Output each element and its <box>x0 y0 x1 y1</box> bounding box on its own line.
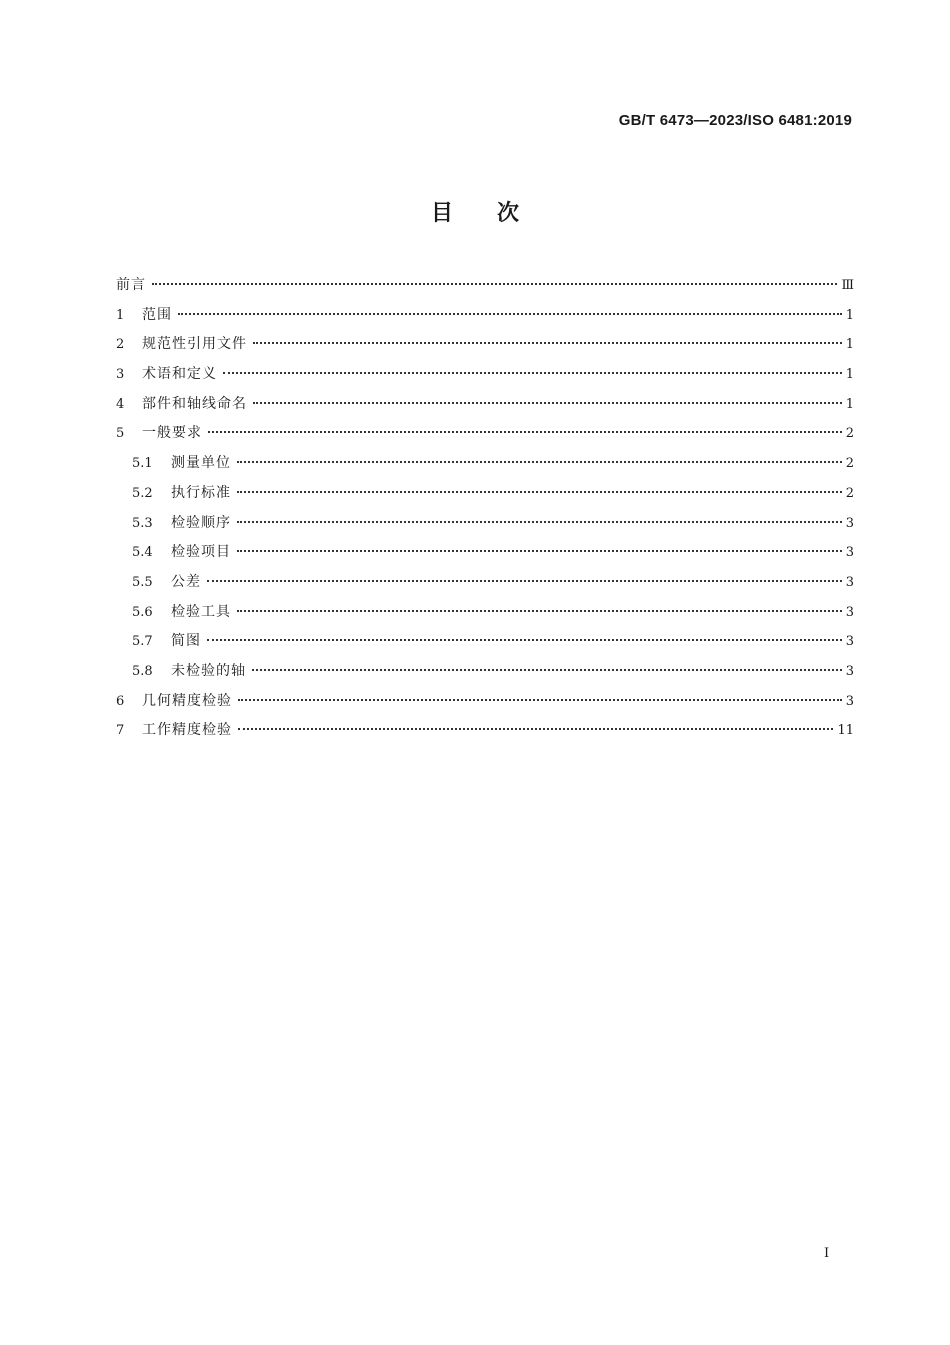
toc-entry-number: 5.8 <box>132 663 153 679</box>
toc-title: 目次 <box>430 201 563 226</box>
toc-entry-number: 2 <box>116 337 125 353</box>
toc-entry-3[interactable] <box>116 362 854 392</box>
toc-entry-title: 规范性引用文件 <box>142 336 247 353</box>
toc-leader <box>208 431 842 433</box>
toc-entry-title: 术语和定义 <box>142 366 217 383</box>
toc-entry-page: 3 <box>845 574 854 590</box>
toc-entry-page: 1 <box>845 367 854 383</box>
toc-entry-title: 测量单位 <box>171 455 231 472</box>
toc-leader <box>238 699 842 701</box>
toc-entry-page: 2 <box>845 426 854 442</box>
toc-entry-title: 工作精度检验 <box>142 722 232 739</box>
toc-entry-4[interactable] <box>116 392 854 422</box>
toc-leader <box>207 639 842 641</box>
toc-entry-title: 检验项目 <box>171 544 231 561</box>
toc-entry-page: 3 <box>845 693 854 709</box>
toc-entry-number: 5.2 <box>132 485 153 501</box>
toc-entry-number: 5 <box>116 426 125 442</box>
toc-entry-number: 5.4 <box>132 545 153 561</box>
toc-leader <box>253 342 842 344</box>
toc-entry-page: 11 <box>837 723 854 739</box>
toc-entry-number: 5.5 <box>132 574 153 590</box>
toc-entry-number: 6 <box>116 693 125 709</box>
toc-leader <box>253 402 842 404</box>
toc-leader <box>223 372 842 374</box>
toc-entry-number: 5.6 <box>132 604 153 620</box>
toc-leader <box>237 610 842 612</box>
standard-number: GB/T 6473—2023/ISO 6481:2019 <box>618 112 852 129</box>
toc-leader <box>237 550 842 552</box>
toc-entry-6[interactable] <box>116 689 854 719</box>
toc-entry-5-6[interactable] <box>116 600 854 630</box>
toc-entry-5-3[interactable] <box>116 511 854 541</box>
toc-leader <box>237 521 842 523</box>
toc-entry-number: 5.7 <box>132 634 153 650</box>
toc-entry-page: 3 <box>845 663 854 679</box>
page-number: Ⅰ <box>824 1246 830 1261</box>
toc-entry-page: 1 <box>845 396 854 412</box>
toc-entry-page: 3 <box>845 634 854 650</box>
toc-entry-number: 4 <box>116 396 125 412</box>
toc-entry-page: 1 <box>845 307 854 323</box>
toc-entry-title: 几何精度检验 <box>142 692 232 709</box>
toc-entry-title: 范围 <box>142 306 172 323</box>
toc-entry-number: 5.1 <box>132 456 153 472</box>
toc-entry-7[interactable] <box>116 718 854 748</box>
toc-entry-number: 5.3 <box>132 515 153 531</box>
toc-entry-5-2[interactable] <box>116 481 854 511</box>
toc-leader <box>207 580 842 582</box>
toc-leader <box>152 283 837 285</box>
toc-entry-page: 3 <box>845 545 854 561</box>
toc-entry-page: 3 <box>845 515 854 531</box>
toc-entry-number: 7 <box>116 723 125 739</box>
toc-entry-page: Ⅲ <box>841 278 854 293</box>
toc-entry-page: 2 <box>845 485 854 501</box>
toc-entry-foreword[interactable] <box>116 273 854 303</box>
toc-entry-5-8[interactable] <box>116 659 854 689</box>
toc-entry-page: 2 <box>845 456 854 472</box>
toc-entry-2[interactable] <box>116 332 854 362</box>
toc-entry-title: 公差 <box>171 573 201 590</box>
toc-entry-title: 前言 <box>116 277 146 293</box>
toc-entry-page: 1 <box>845 337 854 353</box>
toc-entry-title: 执行标准 <box>171 484 231 501</box>
toc-entry-5-4[interactable] <box>116 540 854 570</box>
toc-entry-title: 部件和轴线命名 <box>142 395 247 412</box>
toc-leader <box>237 461 842 463</box>
toc-leader <box>178 313 842 315</box>
toc-list <box>116 273 854 748</box>
toc-entry-title: 简图 <box>171 633 201 650</box>
toc-entry-title: 检验顺序 <box>171 514 231 531</box>
toc-leader <box>252 669 842 671</box>
toc-entry-page: 3 <box>845 604 854 620</box>
toc-entry-5[interactable] <box>116 421 854 451</box>
toc-entry-title: 检验工具 <box>171 603 231 620</box>
toc-leader <box>238 728 833 730</box>
toc-entry-title: 一般要求 <box>142 425 202 442</box>
toc-entry-number: 1 <box>116 307 125 323</box>
toc-entry-1[interactable] <box>116 303 854 333</box>
toc-entry-5-1[interactable] <box>116 451 854 481</box>
toc-entry-title: 未检验的轴 <box>171 662 246 679</box>
toc-entry-5-5[interactable] <box>116 570 854 600</box>
toc-leader <box>237 491 842 493</box>
toc-entry-number: 3 <box>116 367 125 383</box>
toc-entry-5-7[interactable] <box>116 629 854 659</box>
